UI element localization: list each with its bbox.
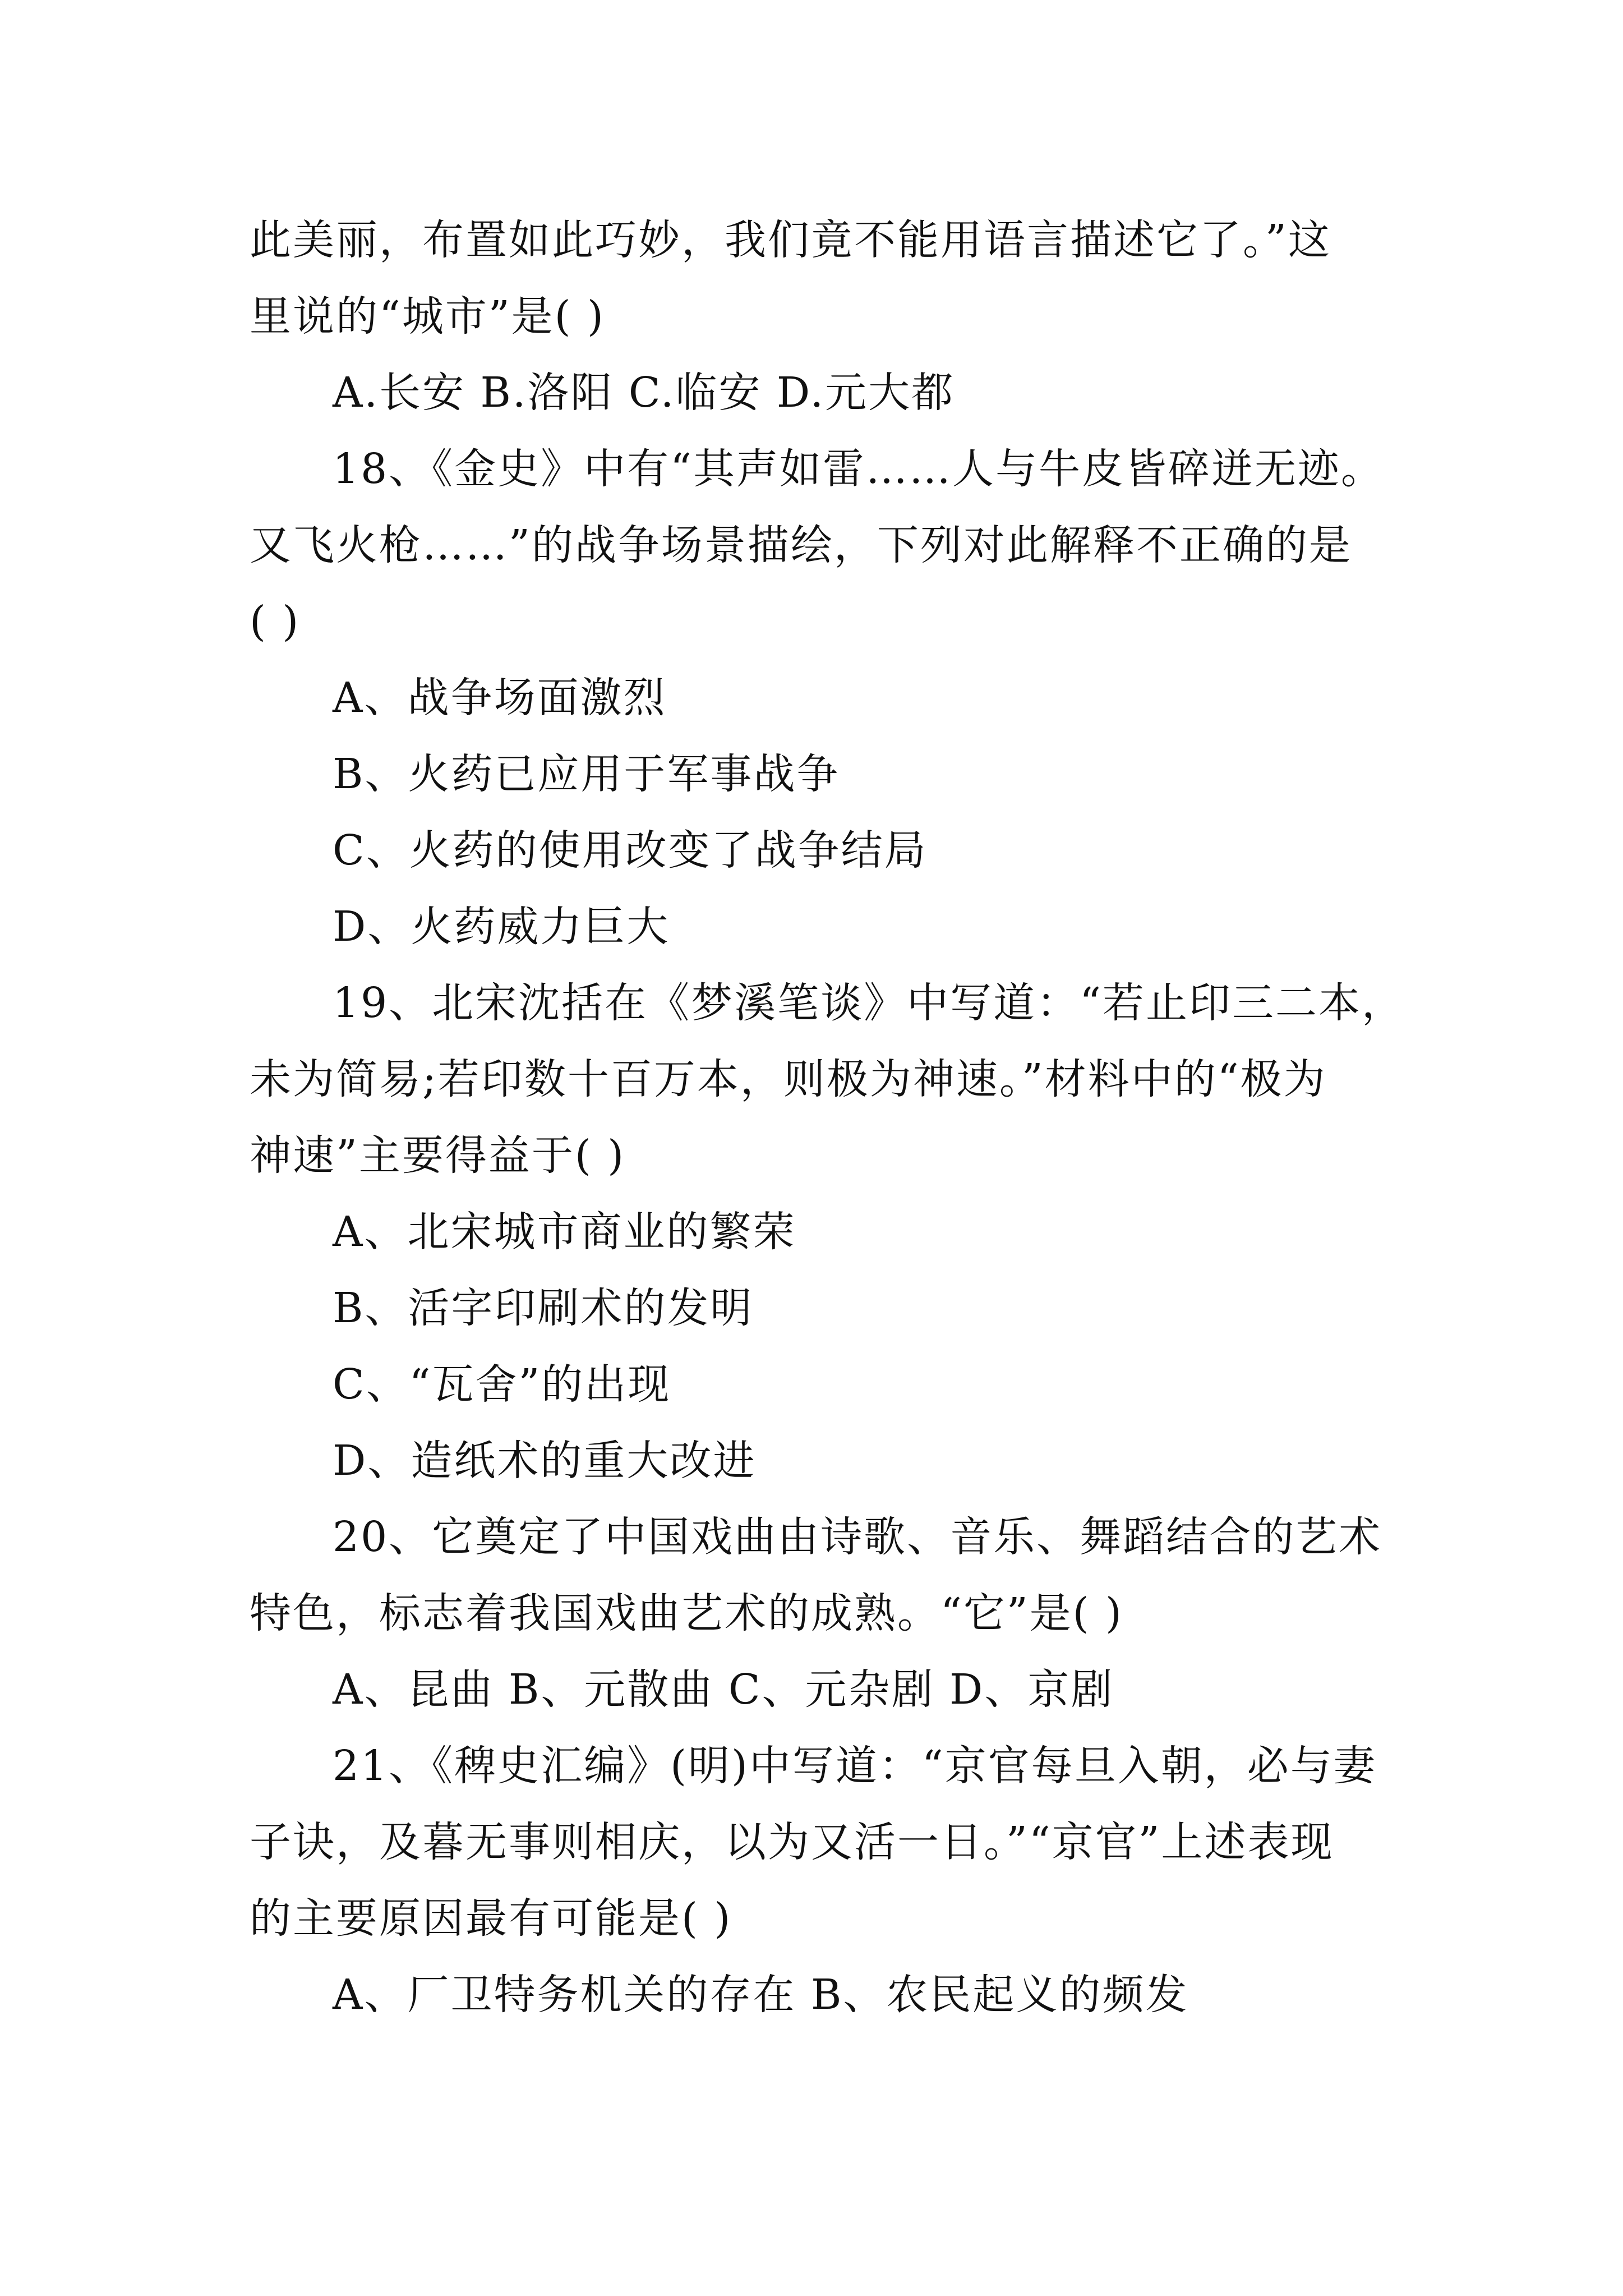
option-a: A、战争场面激烈 xyxy=(333,674,667,722)
option-b: B、活字印刷术的发明 xyxy=(333,1284,754,1332)
question-text-line: 21、《稗史汇编》(明)中写道：“京官每旦入朝，必与妻 xyxy=(333,1742,1377,1790)
question-text-line: ( ) xyxy=(250,597,301,646)
question-text-line: 18、《金史》中有“其声如雷……人与牛皮皆碎迸无迹。 xyxy=(333,445,1384,493)
question-text-line: 里说的“城市”是( ) xyxy=(250,292,605,341)
option-a: A、北宋城市商业的繁荣 xyxy=(333,1208,796,1256)
question-options: A.长安 B.洛阳 C.临安 D.元大都 xyxy=(333,369,955,417)
question-text-line: 子诀，及暮无事则相庆，以为又活一日。”“京官”上述表现 xyxy=(250,1818,1334,1866)
option-d: D、火药威力巨大 xyxy=(333,903,670,951)
question-18 xyxy=(250,431,1388,965)
question-text-line: 20、它奠定了中国戏曲由诗歌、音乐、舞蹈结合的艺术 xyxy=(333,1513,1382,1561)
question-text-line: 又飞火枪……”的战争场景描绘，下列对此解释不正确的是 xyxy=(250,521,1352,569)
option-c: C、火药的使用改变了战争结局 xyxy=(333,826,928,875)
question-text-line: 19、北宋沈括在《梦溪笔谈》中写道：“若止印三二本， xyxy=(333,979,1405,1027)
question-text-line: 此美丽，布置如此巧妙，我们竟不能用语言描述它了。”这 xyxy=(250,216,1331,264)
option-d: D、造纸术的重大改进 xyxy=(333,1437,757,1485)
document-page xyxy=(250,202,1405,2033)
option-b: B、火药已应用于军事战争 xyxy=(333,750,840,798)
question-19 xyxy=(250,965,1405,1499)
question-options: A、厂卫特务机关的存在 B、农民起义的频发 xyxy=(333,1971,1189,2019)
question-20 xyxy=(250,1499,1388,1728)
question-options: A、昆曲 B、元散曲 C、元杂剧 D、京剧 xyxy=(333,1665,1114,1714)
question-17-continuation xyxy=(250,202,1388,431)
question-text-line: 未为简易;若印数十百万本，则极为神速。”材料中的“极为 xyxy=(250,1055,1327,1103)
question-21 xyxy=(250,1728,1388,2033)
question-text-line: 神速”主要得益于( ) xyxy=(250,1131,626,1180)
question-text-line: 特色，标志着我国戏曲艺术的成熟。“它”是( ) xyxy=(250,1589,1123,1637)
question-text-line: 的主要原因最有可能是( ) xyxy=(250,1894,732,1943)
option-c: C、“瓦舍”的出现 xyxy=(333,1360,671,1409)
